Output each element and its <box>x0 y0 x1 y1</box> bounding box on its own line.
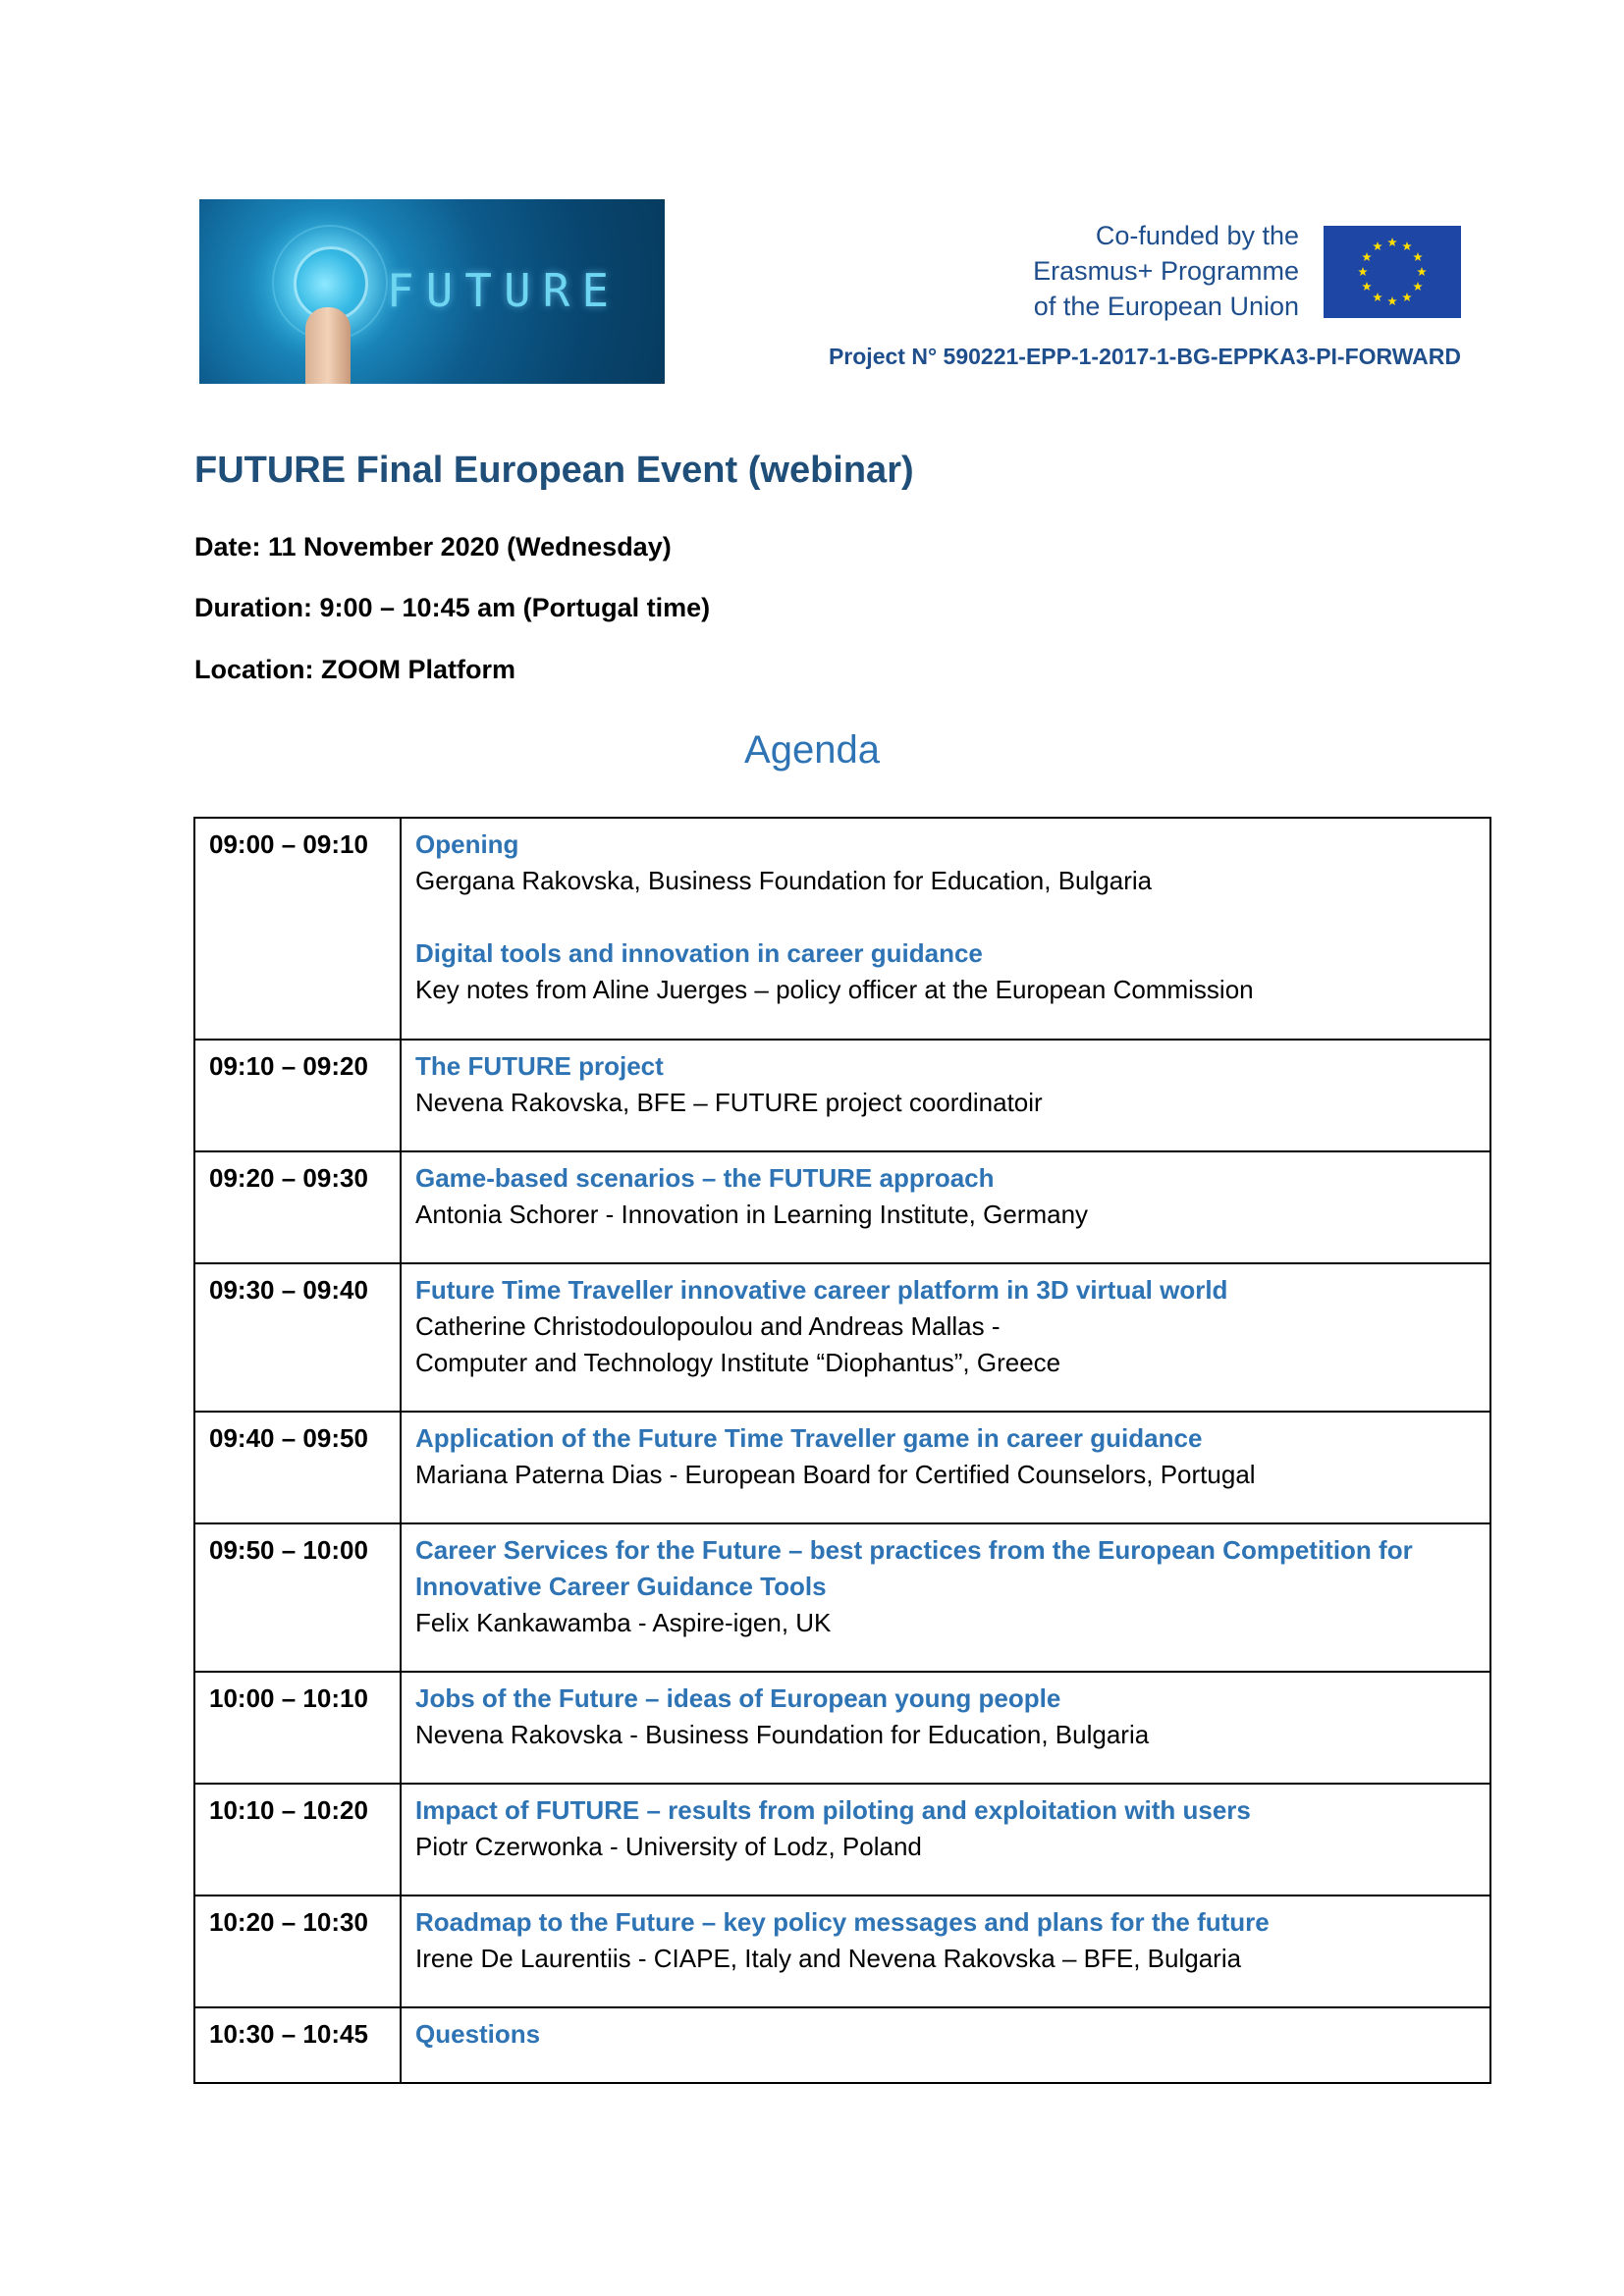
cofunded-line: Erasmus+ Programme <box>1033 256 1299 286</box>
agenda-content <box>401 1151 1490 1263</box>
table-row <box>194 818 1490 1040</box>
agenda-content <box>401 2007 1490 2083</box>
agenda-item-title: Opening <box>415 829 519 859</box>
eu-star-icon <box>1402 241 1412 250</box>
agenda-content <box>401 1412 1490 1523</box>
agenda-item-speaker: Gergana Rakovska, Business Foundation for Education, Bulgaria <box>415 866 1153 895</box>
cofunded-line: of the European Union <box>1033 292 1299 321</box>
agenda-time: 09:20 – 09:30 <box>194 1151 401 1263</box>
eu-star-icon <box>1387 296 1397 305</box>
eu-star-icon <box>1387 238 1397 246</box>
cofunded-line: Co-funded by the <box>1095 221 1299 250</box>
agenda-item-speaker: Antonia Schorer - Innovation in Learning Institute, Germany <box>415 1200 1089 1229</box>
table-row <box>194 1412 1490 1523</box>
table-row <box>194 2007 1490 2083</box>
table-row <box>194 1040 1490 1151</box>
agenda-time: 09:10 – 09:20 <box>194 1040 401 1151</box>
eu-star-icon <box>1373 241 1382 250</box>
event-location: Location: ZOOM Platform <box>194 655 515 684</box>
agenda-time: 10:00 – 10:10 <box>194 1672 401 1784</box>
eu-star-icon <box>1413 252 1423 261</box>
agenda-content <box>401 1784 1490 1896</box>
agenda-content <box>401 1040 1490 1151</box>
agenda-time: 09:50 – 10:00 <box>194 1523 401 1672</box>
agenda-item-speaker: Mariana Paterna Dias - European Board for Certified Counselors, Portugal <box>415 1460 1256 1489</box>
eu-star-icon <box>1413 282 1423 291</box>
eu-star-icon <box>1417 267 1427 276</box>
eu-star-icon <box>1402 293 1412 301</box>
agenda-item-speaker: Piotr Czerwonka - University of Lodz, Poland <box>415 1832 922 1861</box>
agenda-item-speaker: Computer and Technology Institute “Diophantus”, Greece <box>415 1348 1061 1377</box>
cofunded-text <box>967 218 1299 324</box>
future-logo <box>199 199 665 384</box>
agenda-time: 10:30 – 10:45 <box>194 2007 401 2083</box>
table-row <box>194 1784 1490 1896</box>
agenda-item-title: Application of the Future Time Traveller game in career guidance <box>415 1423 1203 1453</box>
agenda-content <box>401 1263 1490 1412</box>
agenda-item-spacer <box>415 899 1476 935</box>
agenda-content <box>401 1523 1490 1672</box>
table-row <box>194 1523 1490 1672</box>
agenda-time: 09:30 – 09:40 <box>194 1263 401 1412</box>
agenda-item-speaker: Nevena Rakovska, BFE – FUTURE project coordinatoir <box>415 1088 1043 1117</box>
agenda-item-title: Digital tools and innovation in career guidance <box>415 938 983 968</box>
agenda-item-title: Jobs of the Future – ideas of European young people <box>415 1683 1061 1713</box>
agenda-item-speaker: Irene De Laurentiis - CIAPE, Italy and Nevena Rakovska – BFE, Bulgaria <box>415 1944 1242 1973</box>
event-date: Date: 11 November 2020 (Wednesday) <box>194 532 672 561</box>
agenda-item-title: Career Services for the Future – best practices from the European Competition for Innovative Career Guidance Tools <box>415 1535 1413 1601</box>
agenda-item-speaker: Catherine Christodoulopoulou and Andreas Mallas - <box>415 1311 1001 1341</box>
table-row <box>194 1672 1490 1784</box>
eu-star-icon <box>1373 293 1382 301</box>
agenda-content <box>401 818 1490 1040</box>
table-row <box>194 1263 1490 1412</box>
logo-wordmark: FUTURE <box>386 264 622 317</box>
eu-star-icon <box>1362 252 1372 261</box>
event-duration: Duration: 9:00 – 10:45 am (Portugal time) <box>194 593 711 622</box>
agenda-item-title: Impact of FUTURE – results from piloting and exploitation with users <box>415 1795 1251 1825</box>
agenda-content <box>401 1896 1490 2007</box>
table-row <box>194 1151 1490 1263</box>
eu-stars-icon <box>1324 226 1461 318</box>
eu-flag-icon <box>1324 226 1461 318</box>
agenda-time: 10:10 – 10:20 <box>194 1784 401 1896</box>
agenda-item-title: Game-based scenarios – the FUTURE approach <box>415 1163 995 1193</box>
agenda-body <box>194 818 1490 2083</box>
agenda-item-speaker: Nevena Rakovska - Business Foundation for Education, Bulgaria <box>415 1720 1150 1749</box>
eu-star-icon <box>1362 282 1372 291</box>
agenda-item-title: The FUTURE project <box>415 1051 664 1081</box>
agenda-time: 10:20 – 10:30 <box>194 1896 401 2007</box>
project-number: Project N° 590221-EPP-1-2017-1-BG-EPPKA3-PI-FORWARD <box>828 344 1461 369</box>
agenda-content <box>401 1672 1490 1784</box>
agenda-item-speaker: Key notes from Aline Juerges – policy officer at the European Commission <box>415 975 1254 1004</box>
agenda-heading: Agenda <box>744 728 880 772</box>
agenda-item-title: Roadmap to the Future – key policy messages and plans for the future <box>415 1907 1270 1937</box>
agenda-time: 09:40 – 09:50 <box>194 1412 401 1523</box>
table-row <box>194 1896 1490 2007</box>
agenda-item-title: Future Time Traveller innovative career platform in 3D virtual world <box>415 1275 1228 1305</box>
agenda-time: 09:00 – 09:10 <box>194 818 401 1040</box>
eu-star-icon <box>1358 267 1368 276</box>
agenda-item-speaker: Felix Kankawamba - Aspire-igen, UK <box>415 1608 832 1637</box>
event-title: FUTURE Final European Event (webinar) <box>194 450 914 491</box>
agenda-table <box>193 817 1491 2084</box>
agenda-item-title: Questions <box>415 2019 541 2049</box>
pointing-hand-icon <box>305 307 351 384</box>
